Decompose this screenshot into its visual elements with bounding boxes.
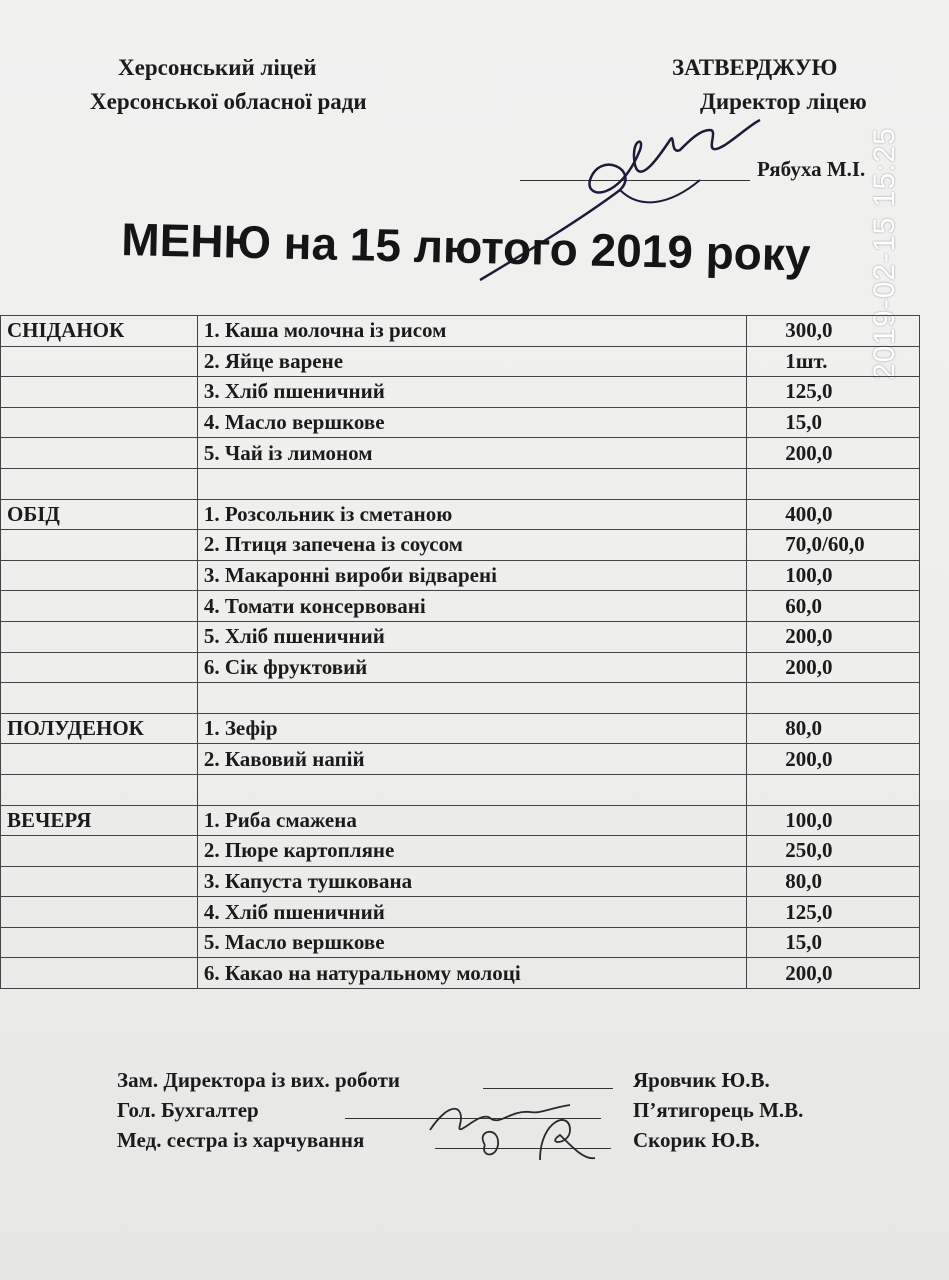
menu-dish: 4. Томати консервовані — [197, 591, 746, 622]
menu-row — [1, 560, 920, 591]
director-position: Директор ліцею — [700, 89, 867, 114]
menu-row — [1, 927, 920, 958]
menu-section-label — [1, 591, 198, 622]
menu-dish: 3. Хліб пшеничний — [197, 377, 746, 408]
menu-amount: 80,0 — [747, 713, 920, 744]
menu-section-label — [1, 346, 198, 377]
menu-amount: 100,0 — [747, 805, 920, 836]
menu-amount: 15,0 — [747, 407, 920, 438]
menu-section-label: ПОЛУДЕНОК — [1, 713, 198, 744]
menu-amount: 200,0 — [747, 652, 920, 683]
menu-row — [1, 713, 920, 744]
menu-dish: 6. Какао на натуральному молоці — [197, 958, 746, 989]
menu-dish — [197, 774, 746, 805]
menu-amount: 15,0 — [747, 927, 920, 958]
menu-row — [1, 346, 920, 377]
menu-section-label — [1, 683, 198, 714]
menu-section-label — [1, 407, 198, 438]
signature-role: Гол. Бухгалтер — [117, 1098, 259, 1122]
menu-row — [1, 530, 920, 561]
menu-row — [1, 468, 920, 499]
menu-dish: 1. Каша молочна із рисом — [197, 316, 746, 347]
signature-name: Яровчик Ю.В. — [633, 1068, 770, 1092]
menu-dish — [197, 683, 746, 714]
approval-label: ЗАТВЕРДЖУЮ — [672, 55, 838, 80]
menu-amount: 250,0 — [747, 836, 920, 867]
menu-row — [1, 683, 920, 714]
menu-amount: 200,0 — [747, 744, 920, 775]
menu-row — [1, 377, 920, 408]
menu-section-label — [1, 774, 198, 805]
menu-section-label: СНІДАНОК — [1, 316, 198, 347]
menu-section-label — [1, 438, 198, 469]
menu-amount: 1шт. — [747, 346, 920, 377]
menu-row — [1, 958, 920, 989]
menu-amount: 200,0 — [747, 438, 920, 469]
signature-name: П’ятигорець М.В. — [633, 1098, 804, 1122]
menu-amount: 80,0 — [747, 866, 920, 897]
menu-dish: 2. Птиця запечена із соусом — [197, 530, 746, 561]
menu-section-label — [1, 897, 198, 928]
menu-amount: 200,0 — [747, 621, 920, 652]
menu-section-label — [1, 560, 198, 591]
menu-row — [1, 744, 920, 775]
director-name: Рябуха М.І. — [757, 157, 866, 181]
menu-dish: 5. Чай із лимоном — [197, 438, 746, 469]
menu-amount — [747, 468, 920, 499]
menu-dish: 5. Масло вершкове — [197, 927, 746, 958]
page-title: МЕНЮ на 15 лютого 2019 року — [120, 212, 812, 281]
signature-name: Скорик Ю.В. — [633, 1128, 760, 1152]
menu-section-label: ВЕЧЕРЯ — [1, 805, 198, 836]
menu-section-label — [1, 958, 198, 989]
photo-timestamp: 2019-02-15 15:25 — [868, 127, 901, 380]
menu-dish — [197, 468, 746, 499]
signature-role: Мед. сестра із харчування — [117, 1128, 365, 1152]
menu-row — [1, 652, 920, 683]
menu-dish: 2. Яйце варене — [197, 346, 746, 377]
accountant-signature — [420, 1090, 620, 1170]
menu-amount: 200,0 — [747, 958, 920, 989]
menu-amount: 300,0 — [747, 316, 920, 347]
menu-section-label: ОБІД — [1, 499, 198, 530]
menu-amount — [747, 683, 920, 714]
menu-row — [1, 774, 920, 805]
menu-dish: 4. Масло вершкове — [197, 407, 746, 438]
menu-section-label — [1, 468, 198, 499]
menu-amount: 125,0 — [747, 377, 920, 408]
menu-section-label — [1, 927, 198, 958]
menu-dish: 1. Зефір — [197, 713, 746, 744]
menu-amount: 60,0 — [747, 591, 920, 622]
signature-line — [483, 1088, 613, 1089]
menu-table — [0, 315, 920, 989]
organization-name: Херсонський ліцей — [118, 55, 317, 80]
menu-amount: 100,0 — [747, 560, 920, 591]
menu-row — [1, 805, 920, 836]
menu-row — [1, 407, 920, 438]
menu-row — [1, 621, 920, 652]
menu-row — [1, 438, 920, 469]
menu-dish: 2. Пюре картопляне — [197, 836, 746, 867]
organization-council: Херсонської обласної ради — [90, 89, 367, 114]
menu-row — [1, 591, 920, 622]
menu-dish: 4. Хліб пшеничний — [197, 897, 746, 928]
menu-amount: 400,0 — [747, 499, 920, 530]
menu-section-label — [1, 377, 198, 408]
menu-section-label — [1, 621, 198, 652]
menu-amount: 125,0 — [747, 897, 920, 928]
signature-role: Зам. Директора із вих. роботи — [117, 1068, 401, 1092]
menu-dish: 3. Макаронні вироби відварені — [197, 560, 746, 591]
menu-row — [1, 316, 920, 347]
menu-row — [1, 866, 920, 897]
menu-dish: 6. Сік фруктовий — [197, 652, 746, 683]
menu-section-label — [1, 866, 198, 897]
menu-section-label — [1, 744, 198, 775]
menu-amount: 70,0/60,0 — [747, 530, 920, 561]
menu-section-label — [1, 530, 198, 561]
menu-dish: 5. Хліб пшеничний — [197, 621, 746, 652]
menu-dish: 1. Риба смажена — [197, 805, 746, 836]
menu-dish: 1. Розсольник із сметаною — [197, 499, 746, 530]
menu-section-label — [1, 836, 198, 867]
menu-row — [1, 499, 920, 530]
menu-section-label — [1, 652, 198, 683]
menu-dish: 3. Капуста тушкована — [197, 866, 746, 897]
menu-dish: 2. Кавовий напій — [197, 744, 746, 775]
menu-amount — [747, 774, 920, 805]
menu-row — [1, 897, 920, 928]
menu-row — [1, 836, 920, 867]
